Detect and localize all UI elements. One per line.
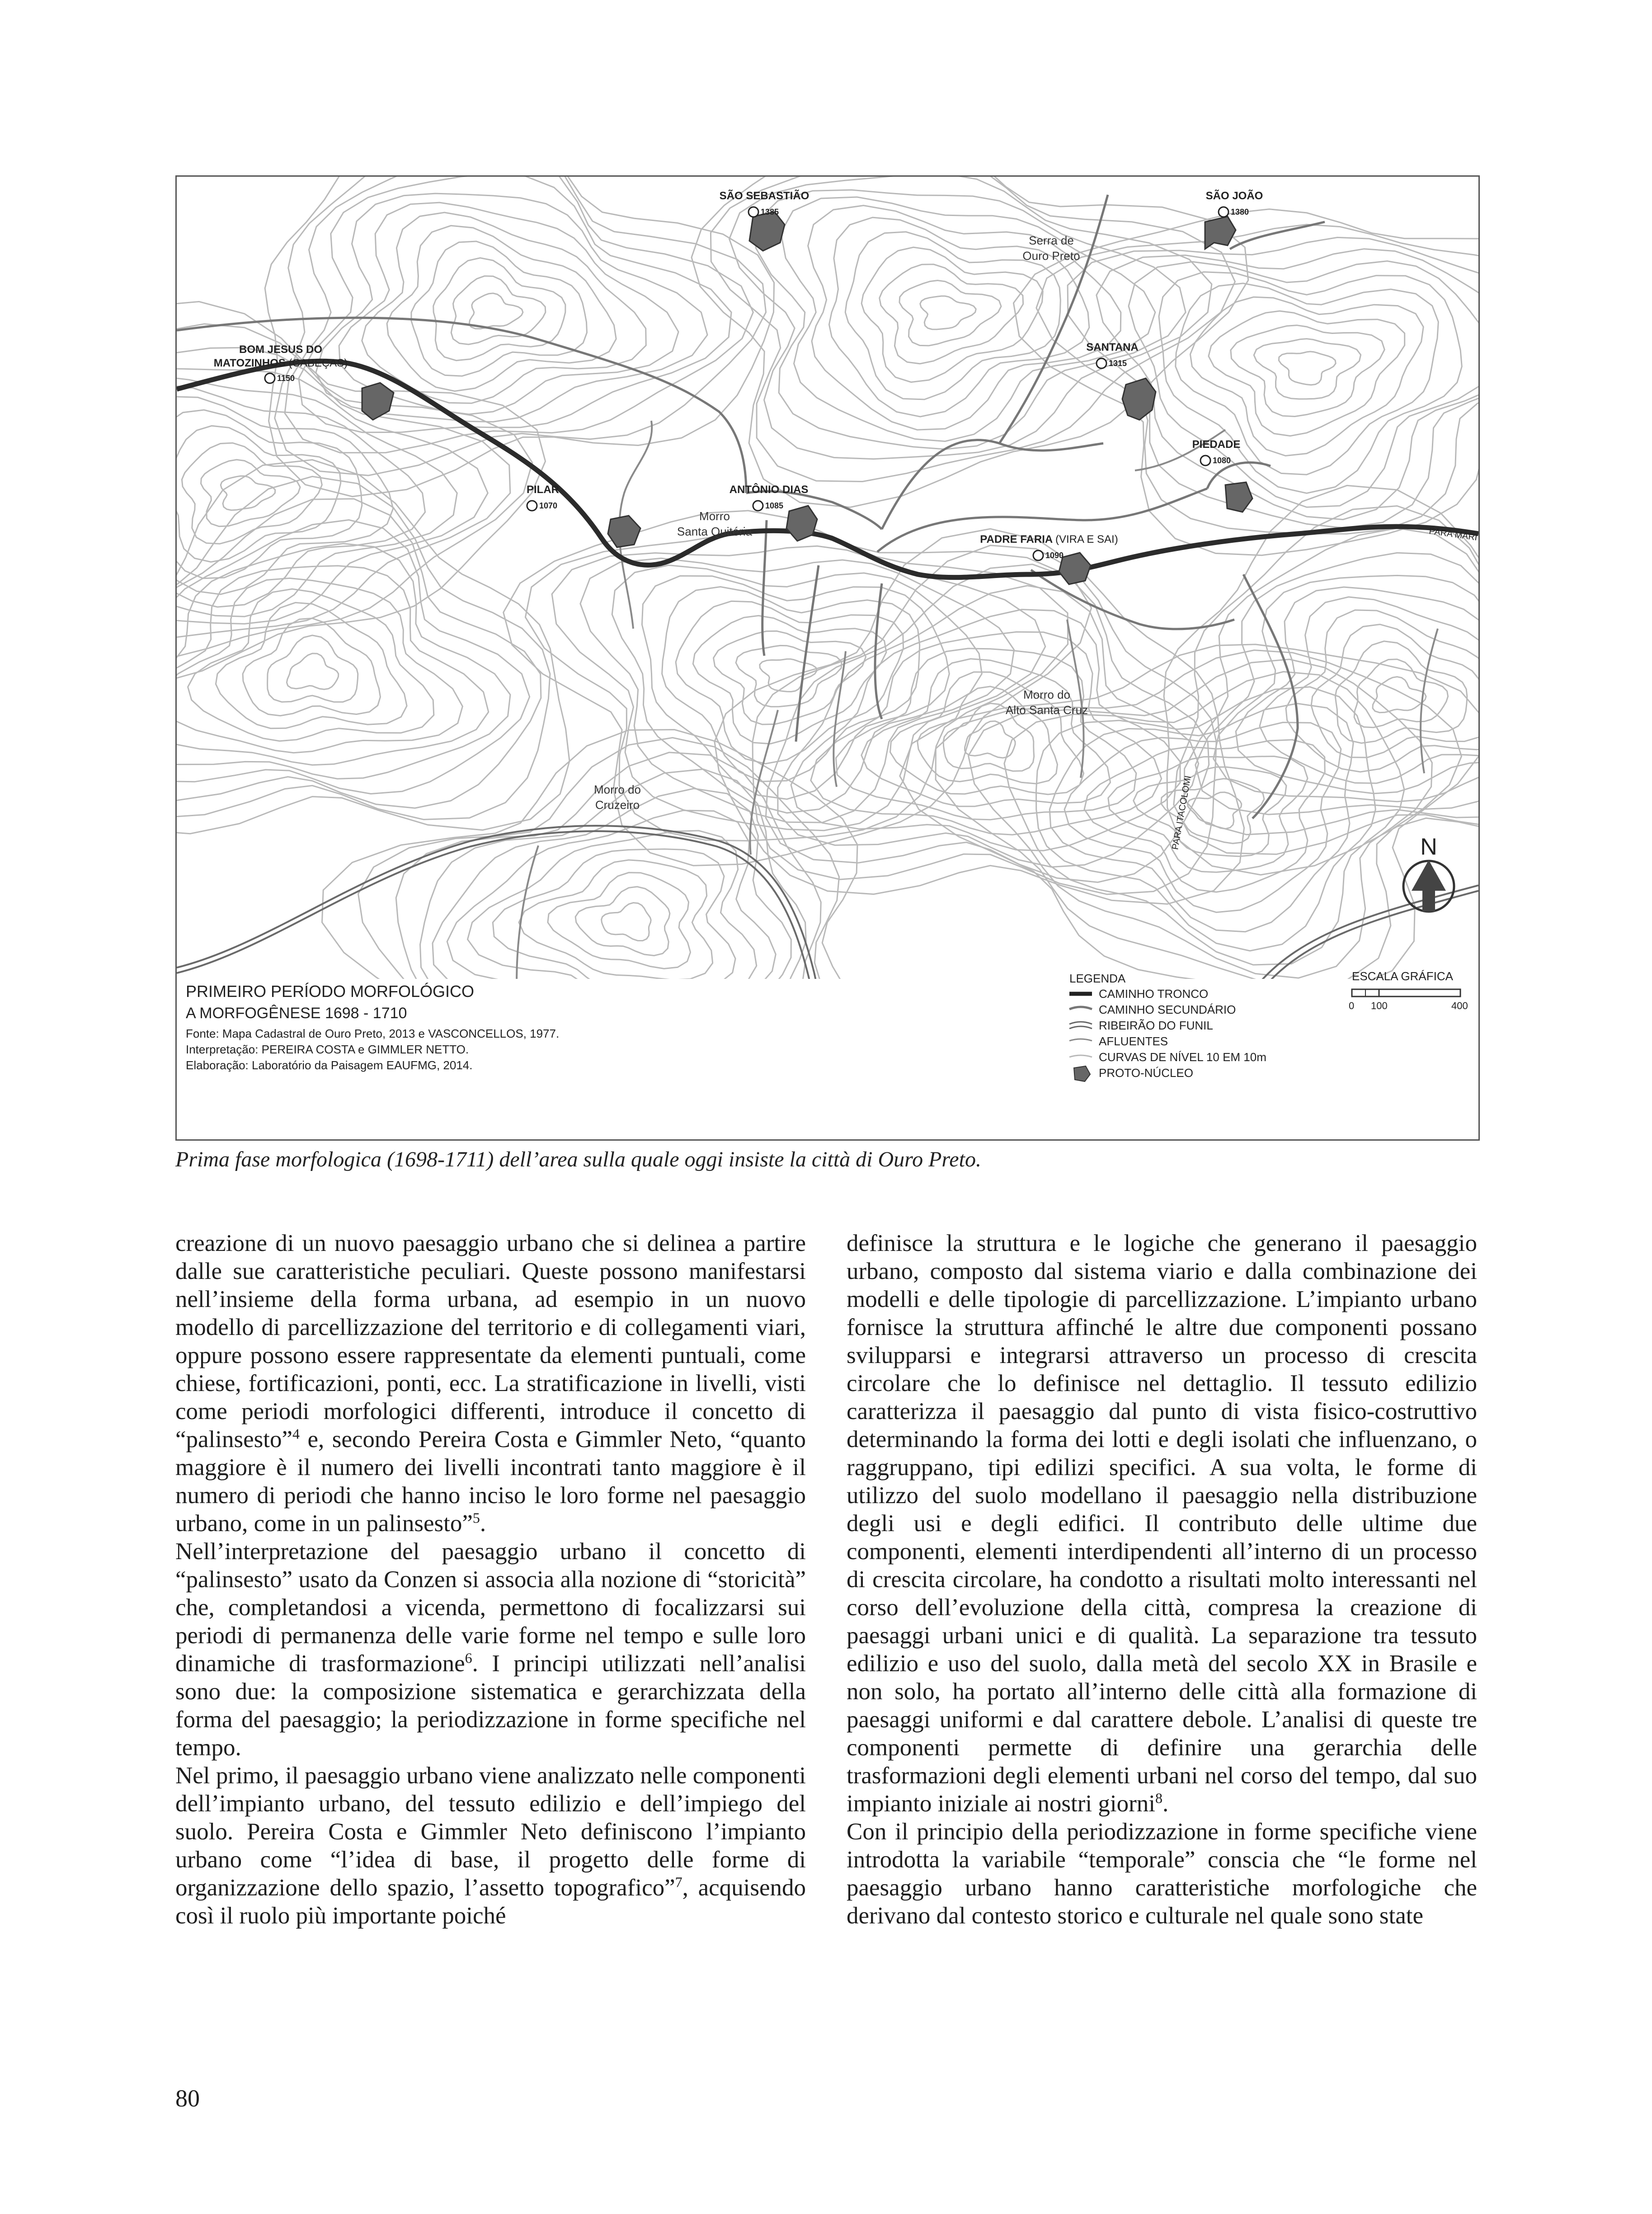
svg-text:N: N bbox=[1420, 834, 1437, 860]
elevation-value: 1385 bbox=[761, 207, 779, 216]
paragraph: definisce la struttura e le logiche che generano il paesaggio urbano, composto dal sistema viario e dalla combinazione dei modelli e delle tipologie di parcellizzazione. L’impianto urbano fornisce la struttura affinché le altre due componenti possano svilupparsi e integrarsi attraverso un processo di crescita circolare che lo definisce nel dettaglio. Il tessuto edilizio caratterizza il paesaggio dal punto di vista fisico-costruttivo determinando la forma dei lotti e degli isolati che influenzano, o raggruppano, tipi edilizi specifici. A sua volta, le forme di utilizzo del suolo modellano il paesaggio nella distribuzione degli usi e degli edifici. Il contributo delle ultime due componenti, elementi interdipendenti all’interno di un processo di crescita circolare, ha condotto a risultati molto interessanti nel corso dell’evoluzione della città, compresa la creazione di paesaggi urbani unici e di qualità. La separazione tra tessuto edilizio e uso del suolo, dalla metà del secolo XX in Brasile e non solo, ha portato all’interno delle città alla formazione di paesaggi uniformi e dal carattere debole. L’analisi di queste tre componenti permette di definire una gerarchia delle trasformazioni degli elementi urbani nel corso del tempo, dal suo impianto iniziale ai nostri giorni$^8$. bbox=[847, 1230, 1477, 1817]
hill-label-cruzeiro: Morro do Cruzeiro bbox=[593, 783, 641, 812]
paragraph: creazione di un nuovo paesaggio urbano che si delinea a partire dalle sue caratteristiche peculiari. Queste possono manifestarsi nell’insieme della forma urbana, ad esempio in un nuovo modello di parcellizzazione del territorio e di collegamenti viari, oppure possono essere rappresentate da elementi puntuali, come chiese, fortificazioni, ponti, ecc. La stratificazione in livelli, visti come periodi morfologici differenti, introduce il concetto di “palinsesto”$^4$ e, secondo Pereira Costa e Gimmler Neto, “quanto maggiore è il numero dei livelli incontrati tanto maggiore è il numero di periodi che hanno inciso le loro forme nel paesaggio urbano, come in un palinsesto”$^5$. bbox=[175, 1230, 806, 1537]
place-label-bom-jesus-do: BOM JESUS DO MATOZINHOS (CABEÇAS) bbox=[213, 343, 348, 369]
figure-caption: Prima fase morfologica (1698-1711) dell’area sulla quale oggi insiste la città di Ouro Preto. bbox=[175, 1147, 981, 1171]
paragraph: Nel primo, il paesaggio urbano viene analizzato nelle componenti dell’impianto urbano, del tessuto edilizio e dell’impiego del suolo. Pereira Costa e Gimmler Neto definiscono l’impianto urbano come “l’idea di base, il progetto delle forme di organizzazione dello spazio, l’assetto topografico”$^7$, acquisendo così il ruolo più importante poiché bbox=[175, 1763, 806, 1929]
elevation-marker-icon bbox=[748, 207, 758, 217]
road-label-east: PARA MARI bbox=[1428, 526, 1478, 543]
page-number: 80 bbox=[175, 2085, 200, 2112]
scale-tick-400: 400 bbox=[1451, 1000, 1468, 1011]
elevation-value: 1315 bbox=[1109, 359, 1127, 368]
place-label-ant-nio-dias: ANTÔNIO DIAS bbox=[729, 484, 809, 496]
scale-tick-0: 0 bbox=[1349, 1000, 1355, 1011]
footnote-ref[interactable]: 8 bbox=[1155, 1790, 1163, 1806]
elevation-marker-icon bbox=[1219, 207, 1228, 217]
paragraph: Nell’interpretazione del paesaggio urbano il concetto di “palinsesto” usato da Conzen si associa alla nozione di “storicità” che, completandosi a vicenda, permettono di focalizzarsi sui periodi di permanenza delle varie forme nel tempo e sulle loro dinamiche di trasformazione$^6$. I principi utilizzati nell’analisi sono due: la composizione sistematica e gerarchizzata della forma del paesaggio; la periodizzazione in forme specifiche nel tempo. bbox=[175, 1538, 806, 1761]
elevation-value: 1085 bbox=[765, 501, 784, 510]
legend-heading: LEGENDA bbox=[1069, 972, 1126, 985]
elevation-value: 1090 bbox=[1045, 551, 1064, 560]
map-title-line2: A MORFOGÊNESE 1698 - 1710 bbox=[186, 1005, 407, 1022]
map-canvas bbox=[177, 177, 1478, 1139]
road-label-itacolomi: PARA ITACOLOMI bbox=[1170, 775, 1193, 851]
tributary-streams bbox=[517, 421, 1438, 1035]
footnote-ref[interactable]: 5 bbox=[472, 1509, 480, 1526]
elevation-marker-icon bbox=[527, 501, 537, 511]
legend-item-contours: CURVAS DE NÍVEL 10 EM 10m bbox=[1099, 1050, 1266, 1064]
scale-heading: ESCALA GRÁFICA bbox=[1352, 969, 1453, 983]
place-label-s-o-sebasti-o: SÃO SEBASTIÃO bbox=[719, 190, 810, 202]
footnote-ref[interactable]: 6 bbox=[465, 1650, 472, 1666]
scale-tick-100: 100 bbox=[1371, 1000, 1388, 1011]
map-title-line1: PRIMEIRO PERÍODO MORFOLÓGICO bbox=[186, 982, 475, 1001]
place-label-pilar: PILAR bbox=[527, 484, 559, 496]
place-label-piedade: PIEDADE bbox=[1192, 438, 1241, 451]
elevation-marker-icon bbox=[753, 501, 763, 511]
hill-label-serra: Serra de Ouro Preto bbox=[1022, 234, 1080, 263]
footnote-ref[interactable]: 7 bbox=[675, 1874, 682, 1890]
hill-label-santa-quiteria: Morro Santa Quitéria bbox=[677, 509, 753, 538]
legend-item-nucleus: PROTO-NÚCLEO bbox=[1099, 1066, 1193, 1080]
legend-item-trunk: CAMINHO TRONCO bbox=[1099, 987, 1209, 1001]
elevation-value: 1070 bbox=[539, 501, 558, 510]
elevation-marker-icon bbox=[1033, 550, 1043, 560]
elevation-marker-icon bbox=[1097, 358, 1106, 368]
elevation-marker-icon bbox=[1200, 456, 1210, 465]
legend-item-tributaries: AFLUENTES bbox=[1099, 1034, 1168, 1048]
place-label-padre-faria: PADRE FARIA (VIRA E SAI) bbox=[980, 533, 1118, 545]
place-label-santana: SANTANA bbox=[1086, 341, 1139, 353]
place-label-s-o-jo-o: SÃO JOÃO bbox=[1205, 190, 1263, 202]
elevation-value: 1080 bbox=[1213, 456, 1231, 465]
text-column-right bbox=[847, 1229, 1477, 1930]
map-elaboration: Elaboração: Laboratório da Paisagem EAUFMG, 2014. bbox=[186, 1058, 473, 1072]
legend-item-river: RIBEIRÃO DO FUNIL bbox=[1099, 1019, 1213, 1032]
paragraph: Con il principio della periodizzazione in forme specifiche viene introdotta la variabile “temporale” conscia che “le forme nel paesaggio urbano hanno caratteristiche morfologiche che derivano dal contesto storico e culturale nel quale sono state bbox=[847, 1819, 1477, 1929]
elevation-value: 1150 bbox=[277, 374, 295, 383]
elevation-value: 1380 bbox=[1231, 207, 1249, 216]
elevation-marker-icon bbox=[265, 373, 275, 383]
map-source: Fonte: Mapa Cadastral de Ouro Preto, 2013 e VASCONCELLOS, 1977. bbox=[186, 1027, 560, 1040]
map-title-block bbox=[177, 979, 1478, 1139]
hill-label-alto-santa-cruz: Morro do Alto Santa Cruz bbox=[1005, 688, 1088, 717]
morphology-map bbox=[175, 175, 1480, 1141]
footnote-ref[interactable]: 4 bbox=[292, 1425, 300, 1442]
map-interpretation: Interpretação: PEREIRA COSTA e GIMMLER NETTO. bbox=[186, 1043, 469, 1056]
contour-lines bbox=[177, 177, 1478, 1102]
text-column-left bbox=[175, 1229, 806, 1930]
legend-item-secondary: CAMINHO SECUNDÁRIO bbox=[1099, 1003, 1236, 1016]
